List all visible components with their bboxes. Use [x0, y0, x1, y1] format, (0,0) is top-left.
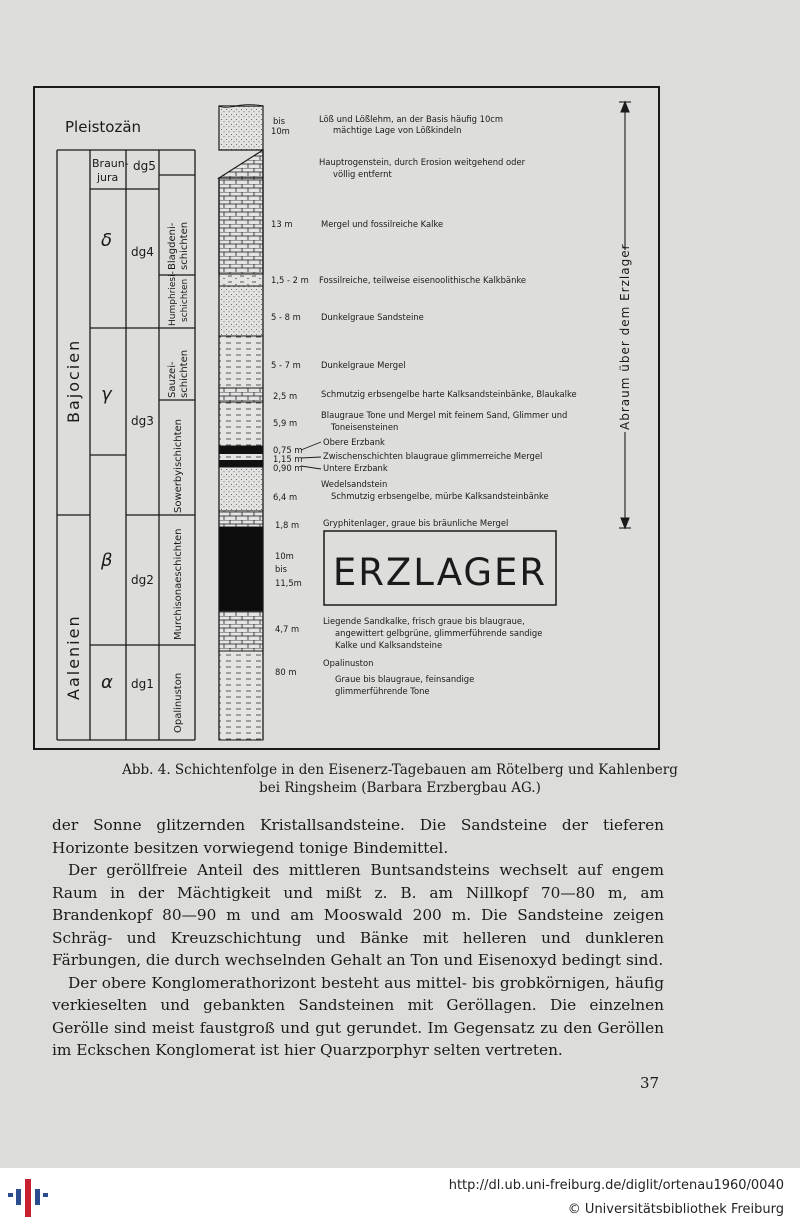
desc-opalinuston-3: glimmerführende Tone: [335, 686, 430, 696]
zone-sowerbyi: Sowerbyischichten: [173, 418, 184, 513]
greek-beta: β: [101, 550, 113, 571]
desc-loess-2: mächtige Lage von Lößkindeln: [333, 125, 462, 135]
desc-hauptrogenstein-2: völlig entfernt: [333, 169, 392, 179]
thickness-bis-erz: bis: [275, 564, 288, 574]
dg2-label: dg2: [131, 573, 154, 587]
thickness-11-5m: 11,5m: [275, 578, 302, 588]
paragraph-1: der Sonne glitzernden Kristallsandsteine. Die Sandsteine der tieferen Horizonte besitzen vorwiegend tonige Bindemittel.: [52, 816, 664, 857]
caption-line-1: Abb. 4. Schichtenfolge in den Eisenerz-Tagebauen am Rötelberg und Kahlenberg: [122, 762, 678, 778]
greek-delta: δ: [101, 230, 113, 251]
desc-dunkel-mergel: Dunkelgraue Mergel: [321, 360, 406, 370]
thickness-bis: bis: [273, 116, 286, 126]
thickness-2-5m: 2,5 m: [273, 391, 298, 401]
zone-blagdeni-1: Blagdeni-: [167, 222, 178, 270]
greek-gamma: γ: [101, 384, 112, 405]
desc-wedelsandstein-2: Schmutzig erbsengelbe, mürbe Kalksandsteinbänke: [331, 491, 549, 501]
thickness-10m: 10m: [271, 126, 290, 136]
erzlager-label: ERZLAGER: [332, 551, 548, 594]
zone-sauzei-1: Sauzei-: [167, 361, 178, 398]
paragraph-2: Der geröllfreie Anteil des mittleren Buntsandsteins wechselt auf engem Raum in der Mächtigkeit und mißt z. B. am Nillkopf 70—80 m, am Brandenkopf 80—90 m und am Mooswald 200 m. Die Sandsteine zeigen Schräg- und Kreuzschichtung und Bänke mit helleren und dunkleren Färbungen, die durch wechselnden Gehalt an Ton und Eisenoxyd bedingt sind.: [52, 861, 664, 969]
caption-line-2: bei Ringsheim (Barbara Erzbergbau AG.): [259, 780, 541, 796]
stage-pleistozaen: Pleistozän: [65, 118, 142, 136]
thickness-0-90m: 0,90 m: [273, 463, 303, 473]
desc-dunkel-sandsteine: Dunkelgraue Sandsteine: [321, 312, 424, 322]
desc-loess-1: Löß und Lößlehm, an der Basis häufig 10cm: [319, 114, 504, 124]
desc-blaugraue-2: Toneisensteinen: [331, 422, 399, 432]
desc-schmutzig-harte: Schmutzig erbsengelbe harte Kalksandsteinbänke, Blaukalke: [321, 389, 577, 399]
thickness-80m: 80 m: [275, 667, 297, 677]
desc-obere-erzbank: Obere Erzbank: [323, 437, 385, 447]
desc-liegende-1: Liegende Sandkalke, frisch graue bis blaugraue,: [323, 616, 525, 626]
desc-liegende-2: angewittert gelbgrüne, glimmerführende sandige: [335, 628, 543, 638]
dg3-label: dg3: [131, 414, 154, 428]
zone-murchisonae: Murchisonaeschichten: [173, 528, 184, 640]
desc-opalinuston-1: Opalinuston: [323, 658, 374, 668]
figure-caption: [0, 761, 800, 797]
thickness-1-5-2m: 1,5 - 2 m: [271, 275, 309, 285]
zone-opalinuston: Opalinuston: [173, 672, 184, 733]
thickness-1-15m: 1,15 m: [273, 454, 303, 464]
thickness-5-9m: 5,9 m: [273, 418, 298, 428]
thickness-4-7m: 4,7 m: [275, 624, 300, 634]
thickness-0-75m: 0,75 m: [273, 445, 303, 455]
paragraph-3: Der obere Konglomerathorizont besteht aus mittel- bis grobkörnigen, häufig verkieselten und gebankten Sandsteinen mit Geröllagen. Die einzelnen Gerölle sind meist faustgroß und gut gerundet. Im Gegensatz zu den Geröllen im Eckschen Konglomerat ist hier Quarzporphyr selten vertreten.: [52, 973, 664, 1059]
dg4-label: dg4: [131, 245, 154, 259]
desc-mergel: Mergel und fossilreiche Kalke: [321, 219, 444, 229]
footer-copyright: © Universitätsbibliothek Freiburg: [567, 1202, 784, 1217]
stage-braunjura-1: Braun-: [92, 157, 129, 170]
thickness-10m-erz: 10m: [275, 551, 294, 561]
desc-zwischenschichten: Zwischenschichten blaugraue glimmerreiche Mergel: [323, 451, 543, 461]
thickness-5-7m: 5 - 7 m: [271, 360, 301, 370]
library-logo-icon: [8, 1177, 48, 1219]
desc-wedelsandstein-1: Wedelsandstein: [321, 479, 388, 489]
abraum-label: Abraum über dem Erzlager: [618, 243, 632, 430]
zone-blagdeni-2: schichten: [179, 221, 190, 270]
desc-untere-erzbank: Untere Erzbank: [323, 463, 388, 473]
zone-humphriesi-1: Humphriesi-: [168, 271, 178, 326]
stratigraphic-column-figure: [33, 86, 660, 750]
page-number: 37: [640, 1074, 660, 1092]
stage-bajocien: Bajocien: [64, 338, 83, 423]
zone-sauzei-2: schichten: [179, 349, 190, 398]
desc-liegende-3: Kalke und Kalksandsteine: [335, 640, 443, 650]
dg1-label: dg1: [131, 677, 154, 691]
thickness-1-8m: 1,8 m: [275, 520, 300, 530]
desc-hauptrogenstein-1: Hauptrogenstein, durch Erosion weitgehend oder: [319, 157, 526, 167]
dg5-label: dg5: [133, 159, 156, 173]
thickness-13m: 13 m: [271, 219, 293, 229]
desc-blaugraue-1: Blaugraue Tone und Mergel mit feinem Sand, Glimmer und: [321, 410, 568, 420]
body-text: [52, 814, 664, 1062]
lithology-column: [219, 105, 263, 740]
zone-humphriesi-2: schichten: [180, 278, 190, 322]
thickness-5-8m: 5 - 8 m: [271, 312, 301, 322]
desc-fossilreiche: Fossilreiche, teilweise eisenoolithische Kalkbänke: [319, 275, 527, 285]
stage-braunjura-2: jura: [97, 171, 119, 184]
footer-url[interactable]: http://dl.ub.uni-freiburg.de/diglit/ortenau1960/0040: [448, 1178, 784, 1193]
desc-gryphitenlager: Gryphitenlager, graue bis bräunliche Mergel: [323, 518, 509, 528]
stage-aalenien: Aalenien: [64, 614, 83, 700]
thickness-6-4m: 6,4 m: [273, 492, 298, 502]
footer-bar: [0, 1168, 800, 1226]
desc-opalinuston-2: Graue bis blaugraue, feinsandige: [335, 674, 475, 684]
greek-alpha: α: [101, 672, 113, 693]
